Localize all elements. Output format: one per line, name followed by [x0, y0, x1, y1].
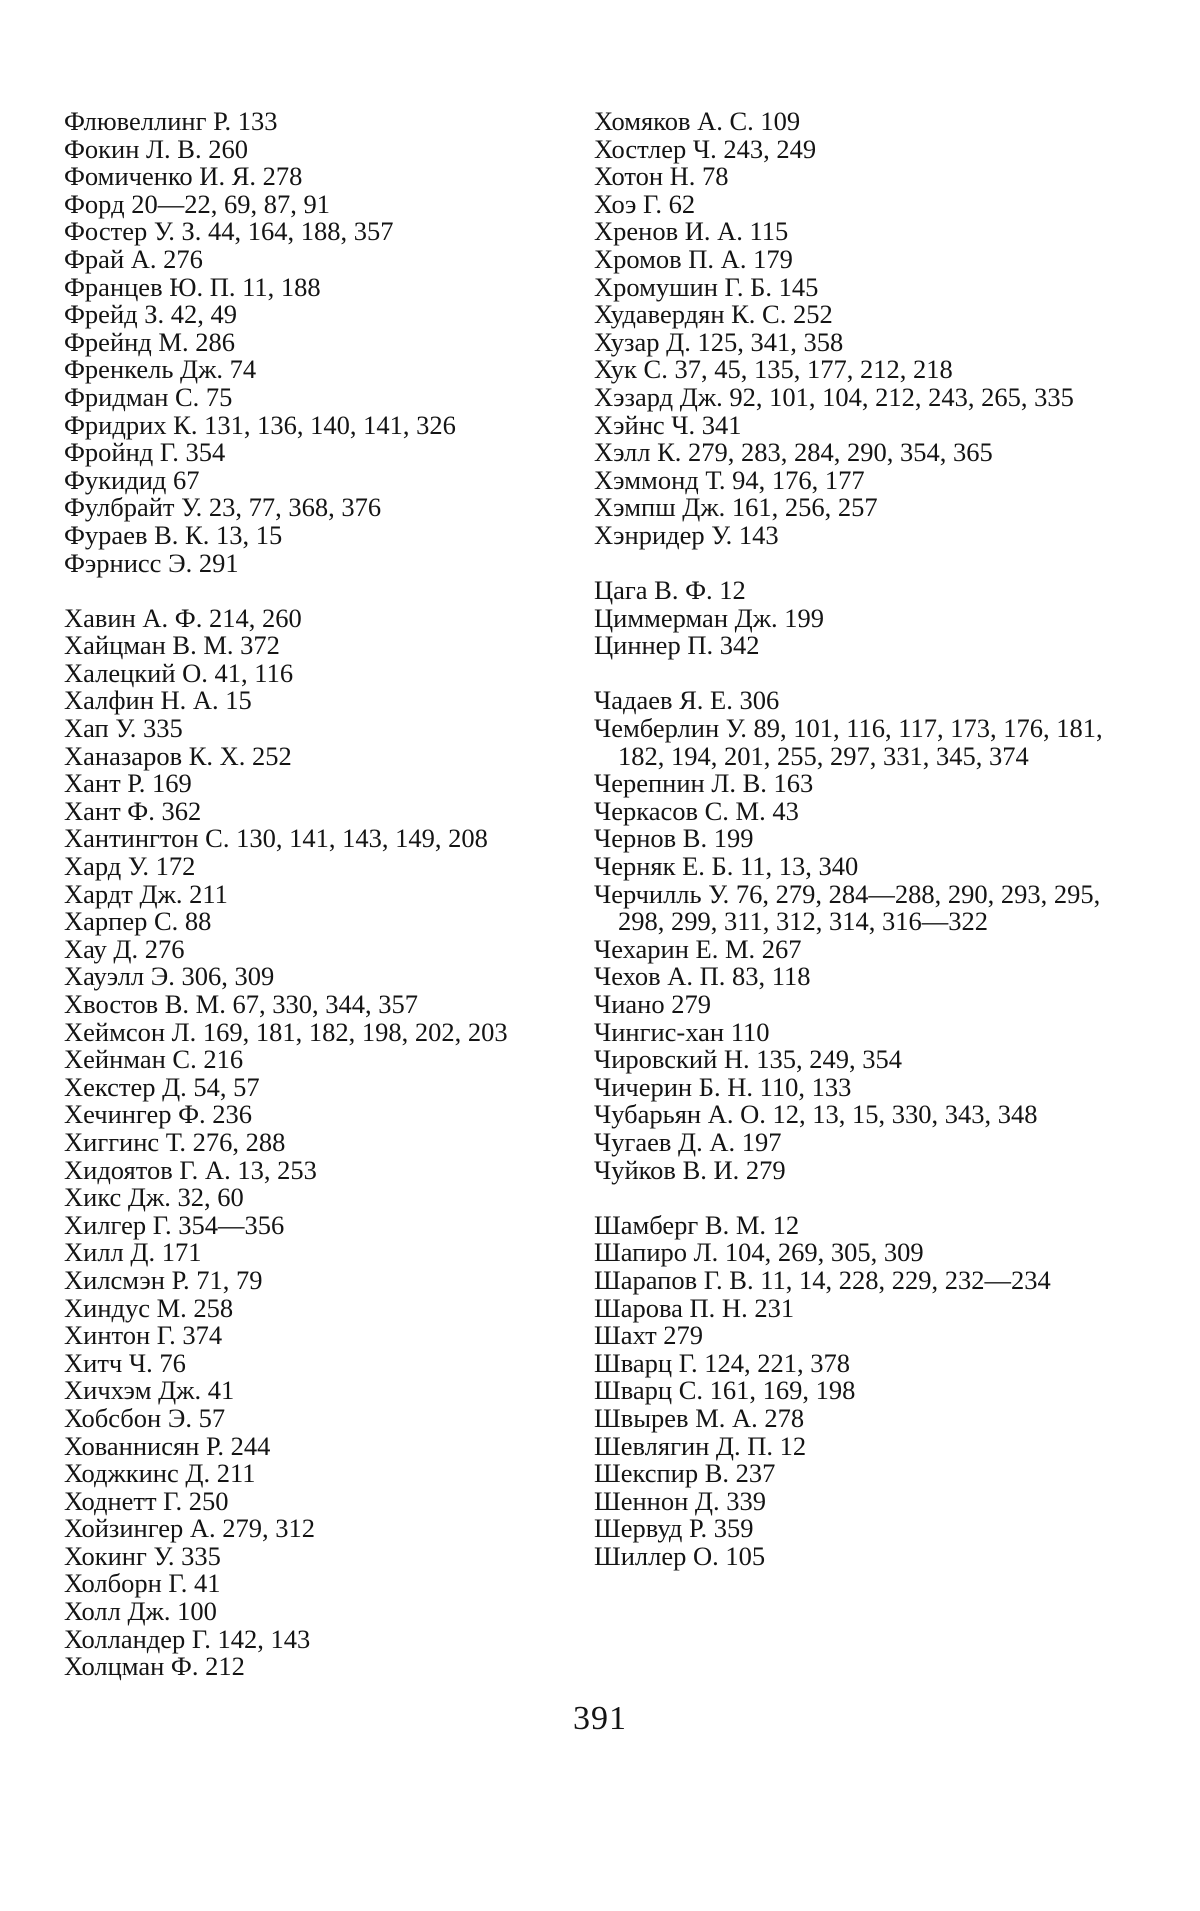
- index-entry: Хузар Д. 125, 341, 358: [594, 326, 844, 357]
- index-entry: Шварц С. 161, 169, 198: [594, 1375, 856, 1406]
- index-entry: Форд 20—22, 69, 87, 91: [64, 188, 330, 219]
- index-entry: Флювеллинг Р. 133: [64, 106, 278, 136]
- index-entry: Хилсмэн Р. 71, 79: [64, 1264, 263, 1295]
- index-entry: Шарова П. Н. 231: [594, 1292, 795, 1323]
- index-letter-group: [64, 108, 574, 577]
- index-entry: Ханазаров К. Х. 252: [64, 740, 292, 771]
- index-entry: Чингис-хан 110: [594, 1016, 770, 1047]
- index-entry: Фэрнисс Э. 291: [64, 547, 239, 578]
- index-entry: Хитч Ч. 76: [64, 1347, 186, 1378]
- group-separator: [594, 1184, 1114, 1212]
- index-entry: Шекспир В. 237: [594, 1458, 776, 1489]
- index-entry: Чугаев Д. А. 197: [594, 1126, 782, 1157]
- index-entry: Хэйнс Ч. 341: [594, 409, 742, 440]
- index-entry: Хечингер Ф. 236: [64, 1099, 253, 1130]
- index-entry: Ходнетт Г. 250: [64, 1485, 229, 1516]
- index-entry: Фридрих К. 131, 136, 140, 141, 326: [64, 409, 456, 440]
- index-entry: Хикс Дж. 32, 60: [64, 1182, 244, 1213]
- index-entry: Чиано 279: [594, 989, 711, 1019]
- index-entry: Фрейд З. 42, 49: [64, 299, 238, 330]
- index-entry: Хеймсон Л. 169, 181, 182, 198, 202, 203: [64, 1016, 508, 1047]
- index-entry: Фураев В. К. 13, 15: [64, 519, 283, 550]
- index-entry: Хард У. 172: [64, 851, 196, 882]
- index-entry: Хайцман В. М. 372: [64, 630, 280, 661]
- index-entry: Худавердян К. С. 252: [594, 299, 833, 330]
- index-entry: Хобсбон Э. 57: [64, 1402, 226, 1433]
- index-entry: Черкасов С. М. 43: [594, 795, 799, 826]
- index-entry: Чемберлин У. 89, 101, 116, 117, 173, 176, 181, 182, 194, 201, 255, 297, 331, 345, 374: [594, 713, 1103, 771]
- index-entry: Францев Ю. П. 11, 188: [64, 271, 321, 302]
- index-entry: Фокин Л. В. 260: [64, 133, 248, 164]
- index-letter-group: [594, 577, 1114, 660]
- index-letter-group: [594, 687, 1114, 1184]
- index-entry: Хилл Д. 171: [64, 1237, 202, 1268]
- index-entry: Фрейнд М. 286: [64, 326, 235, 357]
- index-entry: Хилгер Г. 354—356: [64, 1209, 285, 1240]
- index-entry: Шарапов Г. В. 11, 14, 228, 229, 232—234: [594, 1264, 1051, 1295]
- index-entry: Хук С. 37, 45, 135, 177, 212, 218: [594, 354, 953, 385]
- index-entry: Хренов И. А. 115: [594, 216, 789, 247]
- index-entry: Хау Д. 276: [64, 933, 185, 964]
- index-entry: Хэммонд Т. 94, 176, 177: [594, 464, 865, 495]
- index-letter-group: [64, 602, 574, 1682]
- index-entry: Чубарьян А. О. 12, 13, 15, 330, 343, 348: [594, 1099, 1038, 1130]
- group-separator: [594, 550, 1114, 578]
- index-entry: Швырев М. А. 278: [594, 1402, 805, 1433]
- index-entry: Хэнридер У. 143: [594, 519, 779, 550]
- index-entry: Халецкий О. 41, 116: [64, 657, 294, 688]
- index-entry: Хотон Н. 78: [594, 161, 729, 192]
- index-entry: Чадаев Я. Е. 306: [594, 685, 780, 716]
- page-number: 391: [573, 1700, 627, 1737]
- index-entry: Ходжкинс Д. 211: [64, 1458, 256, 1489]
- index-entry: Хардт Дж. 211: [64, 878, 228, 909]
- index-entry: Хомяков А. С. 109: [594, 106, 801, 136]
- index-entry: Шевлягин Д. П. 12: [594, 1430, 807, 1461]
- index-entry: Хант Ф. 362: [64, 795, 202, 826]
- index-letter-group: [594, 1209, 1114, 1571]
- index-entry: Черепнин Л. В. 163: [594, 768, 814, 799]
- index-entry: Хичхэм Дж. 41: [64, 1375, 235, 1406]
- index-entry: Хавин А. Ф. 214, 260: [64, 602, 302, 633]
- index-entry: Чехов А. П. 83, 118: [594, 961, 811, 992]
- index-entry: Хекстер Д. 54, 57: [64, 1071, 260, 1102]
- index-entry: Хованнисян Р. 244: [64, 1430, 271, 1461]
- index-entry: Хап У. 335: [64, 713, 183, 744]
- index-entry: Черчилль У. 76, 279, 284—288, 290, 293, 295, 298, 299, 311, 312, 314, 316—322: [594, 878, 1101, 937]
- index-entry: Фомиченко И. Я. 278: [64, 161, 303, 192]
- index-entry: Циммерман Дж. 199: [594, 602, 825, 633]
- index-entry: Шахт 279: [594, 1320, 704, 1351]
- index-entry: Хокинг У. 335: [64, 1540, 221, 1571]
- index-entry: Хойзингер А. 279, 312: [64, 1513, 316, 1544]
- index-entry: Фулбрайт У. 23, 77, 368, 376: [64, 492, 382, 523]
- index-entry: Фридман С. 75: [64, 381, 233, 412]
- index-entry: Фрай А. 276: [64, 243, 203, 274]
- index-entry: Хэмпш Дж. 161, 256, 257: [594, 492, 878, 523]
- index-entry: Фостер У. З. 44, 164, 188, 357: [64, 216, 394, 247]
- index-entry: Холл Дж. 100: [64, 1596, 217, 1627]
- index-entry: Циннер П. 342: [594, 630, 760, 661]
- index-entry: Хэлл К. 279, 283, 284, 290, 354, 365: [594, 437, 993, 468]
- index-entry: Хауэлл Э. 306, 309: [64, 961, 275, 992]
- index-entry: Хант Р. 169: [64, 768, 192, 799]
- group-separator: [64, 577, 574, 605]
- index-entry: Хинтон Г. 374: [64, 1320, 223, 1351]
- index-entry: Хидоятов Г. А. 13, 253: [64, 1154, 317, 1185]
- index-entry: Шиллер О. 105: [594, 1540, 766, 1571]
- index-entry: Френкель Дж. 74: [64, 354, 257, 385]
- index-entry: Шамберг В. М. 12: [594, 1209, 800, 1240]
- index-entry: Шервуд Р. 359: [594, 1513, 754, 1544]
- group-separator: [594, 660, 1114, 688]
- index-entry: Хостлер Ч. 243, 249: [594, 133, 817, 164]
- index-entry: Хромушин Г. Б. 145: [594, 271, 819, 302]
- index-entry: Чернов В. 199: [594, 823, 754, 854]
- index-entry: Шапиро Л. 104, 269, 305, 309: [594, 1237, 924, 1268]
- index-entry: Чировский Н. 135, 249, 354: [594, 1044, 903, 1075]
- index-entry: Шеннон Д. 339: [594, 1485, 766, 1516]
- index-entry: Шварц Г. 124, 221, 378: [594, 1347, 851, 1378]
- index-entry: Чехарин Е. М. 267: [594, 933, 802, 964]
- index-entry: Хвостов В. М. 67, 330, 344, 357: [64, 989, 418, 1019]
- index-entry: Хейнман С. 216: [64, 1044, 244, 1075]
- index-entry: Черняк Е. Б. 11, 13, 340: [594, 851, 859, 882]
- index-entry: Хоэ Г. 62: [594, 188, 696, 219]
- index-entry: Холландер Г. 142, 143: [64, 1623, 311, 1654]
- index-entry: Фукидид 67: [64, 464, 200, 495]
- index-entry: Хиндус М. 258: [64, 1292, 234, 1323]
- index-entry: Чуйков В. И. 279: [594, 1154, 786, 1185]
- index-entry: Хантингтон С. 130, 141, 143, 149, 208: [64, 823, 488, 854]
- index-letter-group: [594, 108, 1114, 550]
- index-entry: Холборн Г. 41: [64, 1568, 221, 1599]
- index-entry: Халфин Н. А. 15: [64, 685, 252, 716]
- index-entry: Фройнд Г. 354: [64, 437, 226, 468]
- index-entry: Хэзард Дж. 92, 101, 104, 212, 243, 265, 335: [594, 381, 1074, 412]
- index-entry: Хиггинс Т. 276, 288: [64, 1126, 286, 1157]
- index-entry: Чичерин Б. Н. 110, 133: [594, 1071, 852, 1102]
- index-entry: Харпер С. 88: [64, 906, 212, 937]
- index-entry: Цага В. Ф. 12: [594, 575, 746, 606]
- index-entry: Холцман Ф. 212: [64, 1651, 245, 1682]
- index-entry: Хромов П. А. 179: [594, 243, 793, 274]
- index-column-left: [64, 108, 574, 1681]
- index-column-right: [594, 108, 1114, 1570]
